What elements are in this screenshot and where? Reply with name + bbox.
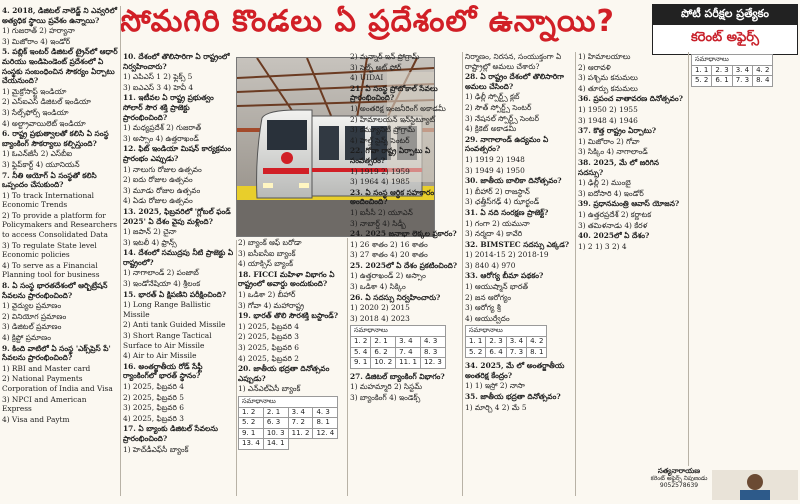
option-text: 3) 1948 4) 1946 (578, 115, 638, 125)
option-text: 4) అల్ట్రావాయిలెట్ ఇండియా (2, 118, 86, 128)
option-text: 2) బ్యాంక్ ఆఫ్ బరోడా (238, 238, 302, 247)
answer-row (351, 347, 446, 358)
option-text: 2) 2025, ఫిబ్రవరి 5 (123, 392, 184, 402)
option-text: 1) మైక్రోసాఫ్ట్ ఇండియా (2, 86, 67, 96)
column-divider (688, 52, 689, 466)
answer-row (466, 337, 547, 348)
answer-cell: 3. 4 (396, 337, 421, 348)
option-text: 4) UIDAI (350, 73, 384, 83)
option-text: 1) 2025, ఫిబ్రవరి 4 (123, 382, 184, 391)
answer-cell: 14. 1 (263, 439, 288, 450)
question-text: 23. ఏ సంస్థ ఆర్థిక సహకారం అందించింది? (350, 187, 435, 207)
option-text: 3) 1964 4) 1985 (350, 177, 410, 187)
question-text: 25. 2025లో ఏ దేశం ప్రకటించింది? (350, 260, 458, 270)
option-text: 4) క్రిప్టో ప్రమాణం (2, 333, 51, 342)
option-text: 4) To serve as a Financial Planning tool for business (2, 260, 100, 280)
option-text: 1) ఒడిశా 2) బీహార్ (238, 289, 296, 299)
option-text: 3) ఒడిశా 4) సిక్కిం (350, 282, 406, 292)
column-divider (347, 238, 348, 496)
question-text: 15. భారత్ ఏ క్షిపణిని పరీక్షించింది? (123, 289, 227, 299)
answer-cell: 13. 4 (239, 439, 264, 450)
answer-table-title: సమాధానాలు (466, 326, 547, 337)
option-text: 3) ఇటలీ 4) ఫ్రాన్స్ (123, 237, 177, 247)
author-credit (640, 468, 718, 489)
option-text: 3) 2025, ఫిబ్రవరి 6 (238, 342, 299, 352)
option-text: 2) హిమాలయన్ ఇన్‌స్టిట్యూట్ (350, 114, 436, 124)
question-text: 34. 2025, మే లో అంతర్జాతీయ అంతరిక్ష కేంద్రం? (465, 361, 565, 380)
option-text: 3) నర్మదా 4) కావేరి (465, 229, 523, 239)
answer-cell: 6. 2 (371, 347, 396, 358)
question-text: 36. ప్రపంచ వాతావరణ దినోత్సవం? (578, 94, 683, 104)
answer-cell: 7. 3 (506, 347, 526, 358)
option-text: 2) National Payments Corporation of India and Visa (2, 374, 113, 393)
option-text: 4) ఆయుర్వేదం (465, 313, 510, 323)
option-text: 3) 1949 4) 1950 (465, 165, 525, 175)
answer-cell: 4. 3 (313, 407, 338, 418)
option-text: 1) నాలుగు రోజుల ఉత్సవం (123, 164, 202, 174)
question-text: 37. కొత్త రాష్ట్రం ఏర్పాటు? (578, 126, 657, 136)
option-text: 3) Short Range Tactical Surface to Air Missile (123, 331, 212, 350)
answer-cell: 10. 3 (263, 428, 288, 439)
question-text: 19. భారత్ తొలి సౌరశక్తి బస్టాండ్? (238, 311, 339, 321)
author-name: సత్యనారాయణ (657, 467, 701, 475)
question-text: 38. 2025, మే లో జరిగిన సదస్సు? (578, 157, 659, 177)
option-text: 3) సిక్కిం 4) నాగాలాండ్ (578, 147, 648, 157)
option-text: 3) బ్యాంకింగ్ 4) ఇండెక్స్ (350, 393, 421, 402)
question-text: 13. 2025, ఫిబ్రవరిలో 'గ్లోబల్ ఫండ్ 2025' ఏ దేశం వైపు మళ్లింది? (123, 206, 231, 226)
answer-table (238, 396, 338, 450)
column-1 (2, 6, 118, 500)
option-text: 2) సౌత్ స్పోర్ట్స్ సెంటర్ (465, 102, 532, 112)
option-text: 3) నాబార్డ్ 4) సిడ్బీ (350, 218, 406, 228)
option-text: 3) 27 శాతం 4) 20 శాతం (350, 250, 428, 260)
answer-table (691, 54, 773, 87)
option-text: 1) 1919 2) 1948 (465, 154, 525, 164)
answer-cell: 1. 2 (239, 407, 264, 418)
option-text: 3) 2025, ఫిబ్రవరి 6 (123, 403, 184, 413)
answer-cell: 8. 1 (313, 418, 338, 429)
answer-table (465, 325, 547, 358)
section-badge (652, 4, 798, 55)
answer-cell: 3. 4 (506, 337, 526, 348)
answer-cell: 6. 4 (486, 347, 506, 358)
option-text: 1) 1) ఇస్రో 2) నాసా (465, 381, 525, 391)
answer-cell: 4. 3 (420, 337, 445, 348)
option-text: 3) సేల్స్‌ఫోర్స్ ఇండియా (2, 107, 69, 117)
question-text: 22. గోవా రాష్ట్ర ఏర్పాటు ఏ సంవత్సరం? (350, 146, 431, 165)
option-text: 3) నేషనల్ స్పోర్ట్స్ సెంటర్ (465, 113, 539, 123)
option-text: నిర్మాణం, నిరసన, సంయుక్తంగా ఏ రాష్ట్రాల్లో అమలు చేశారు? (465, 52, 562, 71)
answer-cell: 8. 4 (753, 76, 773, 87)
option-text: 4) హెల్త్ సైన్స్ సెంటర్ (350, 135, 410, 145)
option-text: 1) మహమ్మారి 2) సిస్టమ్ (350, 382, 423, 392)
option-text: 1) మిజోరాం 2) గోవా (578, 136, 640, 146)
option-text: 1) 1919 2) 1959 (350, 166, 410, 176)
column-divider (462, 52, 463, 496)
question-text: 9. కింది వాటిలో ఏ సంస్థ 'ఎక్స్‌ప్రెస్ పే' సేవలను ప్రారంభించింది? (2, 343, 111, 363)
answer-cell: 5. 2 (692, 76, 712, 87)
answer-cell: 7. 2 (288, 418, 313, 429)
question-text: 11. ఇటీవల ఏ రాష్ట్ర ప్రభుత్వం సోలార్ సౌర శక్తి ప్రాజెక్టు ప్రారంభించింది? (123, 93, 214, 122)
answer-cell: 4. 2 (753, 65, 773, 76)
option-text: 1) మార్చి 4 2) మే 5 (465, 402, 527, 412)
answer-cell: 7. 4 (396, 347, 421, 358)
answer-table (350, 325, 446, 368)
answer-row (692, 76, 773, 87)
column-divider (236, 240, 237, 496)
author-portrait-image (712, 470, 798, 500)
option-text: 1) 26 శాతం 2) 16 శాతం (350, 239, 428, 249)
answer-cell: 9. 1 (351, 358, 371, 369)
answer-row (239, 439, 338, 450)
option-text: 1) 2020 2) 2015 (350, 303, 410, 313)
option-text: 1) అంతరిక్ష ఇంజనీరింగ్ అకాడమీ (350, 103, 446, 113)
column-divider (575, 52, 576, 496)
option-text: 1) జపాన్ 2) చైనా (123, 227, 177, 237)
option-text: 3) ఐసీఐసీఐ బ్యాంక్ (238, 248, 296, 258)
option-text: 1) గంగా 2) యమునా (465, 218, 530, 228)
option-text: 2) ఎస్ఐఎస్ డిజిటల్ ఇండియా (2, 97, 91, 107)
answer-row (351, 337, 446, 348)
option-text: 4) యాక్సిస్ బ్యాంక్ (238, 259, 294, 269)
answer-row (239, 407, 338, 418)
answer-cell: 11. 2 (288, 428, 313, 439)
question-text: 21. ఏ సంస్థ ప్రోటోకాల్ సేవలు ప్రారంభించింది? (350, 83, 438, 103)
option-text: 1) హిమాలయాలు (578, 52, 631, 61)
question-text: 30. జాతీయ బాలికా దినోత్సవం? (465, 176, 562, 186)
option-text: 3) 840 4) 970 (465, 260, 516, 270)
answer-cell: 2. 1 (371, 337, 396, 348)
option-text: 3) ఫ్లిప్‌కార్ట్ 4) యూనియన్ (2, 159, 80, 169)
author-role: కరెంట్ అఫైర్స్ నిపుణుడు (650, 475, 708, 482)
author-phone: 9052578639 (659, 482, 699, 489)
option-text: 1) ఎపిఎస్ 1 2) ఫ్లెక్స్ 5 (123, 72, 193, 82)
answer-cell: 1. 1 (692, 65, 712, 76)
question-text: 6. రాష్ట్ర ప్రభుత్వాలతో కలిసి ఏ సంస్థ బ్యాంకింగ్ సౌకర్యాలు కల్పిస్తుంది? (2, 129, 109, 148)
option-text: 1) ఎన్‌ఎల్‌ఏసీ బ్యాంక్ (238, 384, 301, 394)
question-text: 5. పబ్లిక్ ఇంటర్ డిజిటల్ ట్రైన్‌లో ఆధార్ మరియు ఇండిపెండెంట్ ప్రదేశంలో ఏ సంస్థకు సంబంధించిన సౌకర్యం ఏర్పాటు చేయనుంది? (2, 47, 118, 86)
question-text: 14. దేశంలో సముద్రపు నీటి ప్రాజెక్టు ఏ రాష్ట్రంలో? (123, 248, 234, 267)
question-text: 33. ఆరోగ్య బీమా పథకం? (465, 271, 544, 281)
option-text: 4) Visa and Paytm (2, 414, 70, 424)
option-text: 1) RBI and Master card (2, 363, 91, 373)
option-text: 1) 2025, ఫిబ్రవరి 4 (238, 321, 299, 331)
question-text: 18. FICCI మహిళా విభాగం ఏ రాష్ట్రంలో అవార్డు అందుకుంది? (238, 269, 335, 289)
option-text: 3) ఇండోనేషియా 4) శ్రీలంక (123, 279, 201, 289)
answer-cell: 5. 2 (239, 418, 264, 429)
question-text: 32. BIMSTEC సదస్సు ఎక్కడ? (465, 239, 570, 249)
option-text: 3) 2018 4) 2023 (350, 313, 410, 323)
option-text: 3) మిజోరాం 4) ఇండోర్ (2, 36, 71, 46)
question-text: 40. 2025లో ఏ దేశం? (578, 231, 650, 241)
option-text: 4) 2025, ఫిబ్రవరి 2 (238, 353, 299, 363)
option-text: 4) Air to Air Missile (123, 351, 197, 361)
option-text: 1) వైద్యుల ప్రమాణం (2, 301, 62, 311)
option-text: 3) పశ్చిమ కనుమలు (578, 73, 638, 83)
option-text: 1) To track International Economic Trends (2, 190, 94, 210)
answer-cell: 1. 2 (351, 337, 371, 348)
column-3 (238, 238, 346, 496)
option-text: 1) 2014-15 2) 2018-19 (465, 250, 549, 260)
option-text: 3) ఐదోసారి 4) ఇండోర్ (578, 188, 644, 198)
answer-row (351, 358, 446, 369)
option-text: 2) 2025, ఫిబ్రవరి 3 (238, 332, 299, 342)
option-text: 1) ఐసీసీ 2) యూఎన్ (350, 207, 413, 217)
option-text: 3) గోవా 4) మహారాష్ట్ర (238, 300, 304, 310)
answer-cell: 2. 3 (486, 337, 506, 348)
answer-cell: 6. 1 (712, 76, 732, 87)
option-text: 3) NPCI and American Express (2, 394, 87, 414)
option-text: 1) మధ్యప్రదేశ్ 2) గుజరాత్ (123, 123, 202, 133)
option-text: 3) తమిళనాడు 4) కేరళ (578, 220, 648, 230)
column-7 (691, 52, 798, 466)
option-text: 2) వినియోగ ప్రమాణం (2, 311, 67, 321)
answer-cell: 8. 1 (527, 347, 547, 358)
answer-cell: 8. 3 (420, 347, 445, 358)
answer-cell: 7. 3 (732, 76, 752, 87)
answer-cell: 11. 1 (396, 358, 421, 369)
answer-cell: 4. 2 (527, 337, 547, 348)
answer-row (239, 428, 338, 439)
option-text: 1) ఢిల్లీ 2) ముంబై (578, 178, 631, 188)
column-4 (350, 52, 460, 498)
option-text: 1) ఓఎన్‌జీసీ 2) ఎస్‌బీఐ (2, 149, 73, 159)
answer-table-title: సమాధానాలు (692, 55, 773, 66)
answer-cell: 3. 4 (732, 65, 752, 76)
badge-top: పోటీ పరీక్షల ప్రత్యేకం (653, 5, 797, 25)
option-text: 3) అస్సాం 4) ఉత్తరాఖండ్ (123, 133, 199, 143)
author-photo (712, 470, 798, 500)
question-text: 12. ఫిట్ ఇండియా మిషన్ కార్యక్రమం ప్రారంభం ఎప్పుడు? (123, 144, 232, 163)
option-text: 1) హెచ్‌డీఎఫ్‌సీ బ్యాంక్ (123, 444, 189, 454)
answer-row (239, 418, 338, 429)
option-text: 2) మన్నార్ ఇన్ ప్రోగ్రామ్ (350, 52, 420, 61)
question-text: 35. జాతీయ భద్రతా దినోత్సవం? (465, 392, 561, 401)
answer-cell: 2. 3 (712, 65, 732, 76)
question-text: 29. నాగాలాండ్ ఉద్యమం ఏ సంవత్సరం? (465, 134, 549, 154)
option-text: 3) ఐఎఎస్ 3 4) హెవీ 4 (123, 82, 194, 92)
question-text: 26. ఏ సదస్సు నిర్వహించారు? (350, 292, 441, 302)
answer-cell: 6. 3 (263, 418, 288, 429)
column-2 (123, 52, 234, 498)
option-text: 1) ఆయుష్మాన్ భారత్ (465, 282, 528, 292)
answer-row (466, 347, 547, 358)
answer-cell: 2. 1 (263, 407, 288, 418)
question-text: 17. ఏ బ్యాంకు డిజిటల్ సేవలను ప్రారంభించింది? (123, 424, 218, 443)
option-text: 3) ఆరోగ్య శ్రీ (465, 303, 501, 313)
question-text: 8. ఏ సంస్థ భారతదేశంలో ఆర్బిట్రేషన్ సేవలను ప్రారంభించింది? (2, 281, 108, 300)
question-text: 4. 2018, డిజిటల్ నాలెడ్జ్ ని ఎవ్వరిలో అత్యధిక స్థాయి ప్రవేశం ఉన్నాయి? (2, 6, 117, 25)
option-text: 4) ఏడు రోజుల ఉత్సవం (123, 196, 193, 206)
option-text: 3) ఛత్తీస్‌గఢ్ 4) ఝార్ఖండ్ (465, 197, 540, 207)
column-5 (465, 52, 573, 498)
badge-bottom: కరెంట్ అఫైర్స్ (690, 30, 760, 45)
answer-cell: 10. 2 (371, 358, 396, 369)
answer-cell: 5. 4 (351, 347, 371, 358)
option-text: 1) ఉత్తరాఖండ్ 2) అస్సాం (350, 271, 426, 281)
question-text: 7. నీతి ఆయోగ్ ఏ సంస్థతో కలిసి ఒప్పందం చేసుకుంది? (2, 170, 97, 190)
question-text: 16. అంతర్జాతీయ రోడ్ సేఫ్టీ ర్యాంకింగ్‌లో భారత్ స్థానం? (123, 361, 203, 381)
question-text: 28. ఏ రాష్ట్రం దేశంలో తొలిసారిగా అమలు చేసింది? (465, 72, 564, 91)
option-text: 1) 2 1) 3 2) 4 (578, 241, 627, 251)
option-text: 1) 1950 2) 1955 (578, 104, 638, 114)
column-divider (120, 6, 121, 496)
option-text: 1) Long Range Ballistic Missile (123, 300, 211, 319)
column-6 (578, 52, 686, 466)
question-text: 27. డిజిటల్ బ్యాంకింగ్ విభాగం? (350, 371, 445, 381)
answer-cell: 9. 1 (239, 428, 264, 439)
option-text: 1) ఢిల్లీ స్పోర్ట్స్ క్లబ్ (465, 92, 520, 102)
option-text: 2) ఐదు రోజుల ఉత్సవం (123, 175, 193, 185)
option-text: 3) సెల్ఫ్ అట్ ఫోర్ (350, 62, 402, 72)
option-text: 4) 2025, ఫిబ్రవరి 3 (123, 413, 184, 423)
option-text: 2) జన ఆరోగ్యం (465, 292, 511, 302)
option-text: 2) Anti tank Guided Missile (123, 320, 226, 330)
answer-cell: 3. 4 (288, 407, 313, 418)
option-text: 2) To provide a platform for Policymakers and Researchers to access Consolidated Data (2, 210, 117, 240)
option-text: 1) ఉత్తరప్రదేశ్ 2) కర్ణాటక (578, 209, 652, 219)
answer-cell: 12. 3 (420, 358, 445, 369)
option-text: 3) మూడు రోజుల ఉత్సవం (123, 185, 201, 195)
option-text: 3) To regulate State level Economic policies (2, 240, 97, 260)
option-text: 3) డిజిటల్ ప్రమాణం (2, 322, 62, 332)
question-text: 24. 2025 జనాభా లెక్కల ప్రకారం? (350, 229, 457, 239)
question-text: 10. దేశంలో తొలిసారిగా ఏ రాష్ట్రంలో నిర్వహించారు? (123, 52, 230, 71)
option-text: 1) బీహార్ 2) రాజస్థాన్ (465, 186, 530, 196)
option-text: 4) తూర్పు కనుమలు (578, 83, 638, 93)
option-text: 1) నాగాలాండ్ 2) పంజాబ్ (123, 268, 199, 278)
answer-cell: 5. 2 (466, 347, 486, 358)
question-text: 20. జాతీయ భద్రతా దినోత్సవం ఎప్పుడు? (238, 364, 330, 383)
answer-cell: 1. 1 (466, 337, 486, 348)
option-text: 4) క్రికెట్ అకాడమీ (465, 124, 517, 134)
option-text: 2) ఆరావళి (578, 62, 611, 72)
question-text: 39. ప్రధానమంత్రి ఆవాస్ యోజన? (578, 199, 680, 209)
option-text: 1) గుజరాత్ 2) హర్యానా (2, 26, 75, 36)
option-text: 3) కమ్యూనిటీ ప్రోగ్రామ్ (350, 125, 416, 135)
answer-table-title: సమాధానాలు (351, 326, 446, 337)
answer-cell: 12. 4 (313, 428, 338, 439)
answer-row (692, 65, 773, 76)
headline: సోమగిరి కొండలు ఏ ప్రదేశంలో ఉన్నాయి? (120, 4, 615, 39)
question-text: 31. ఏ నది సంరక్షణ ప్రాజెక్ట్? (465, 207, 549, 217)
answer-table-title: సమాధానాలు (239, 396, 338, 407)
